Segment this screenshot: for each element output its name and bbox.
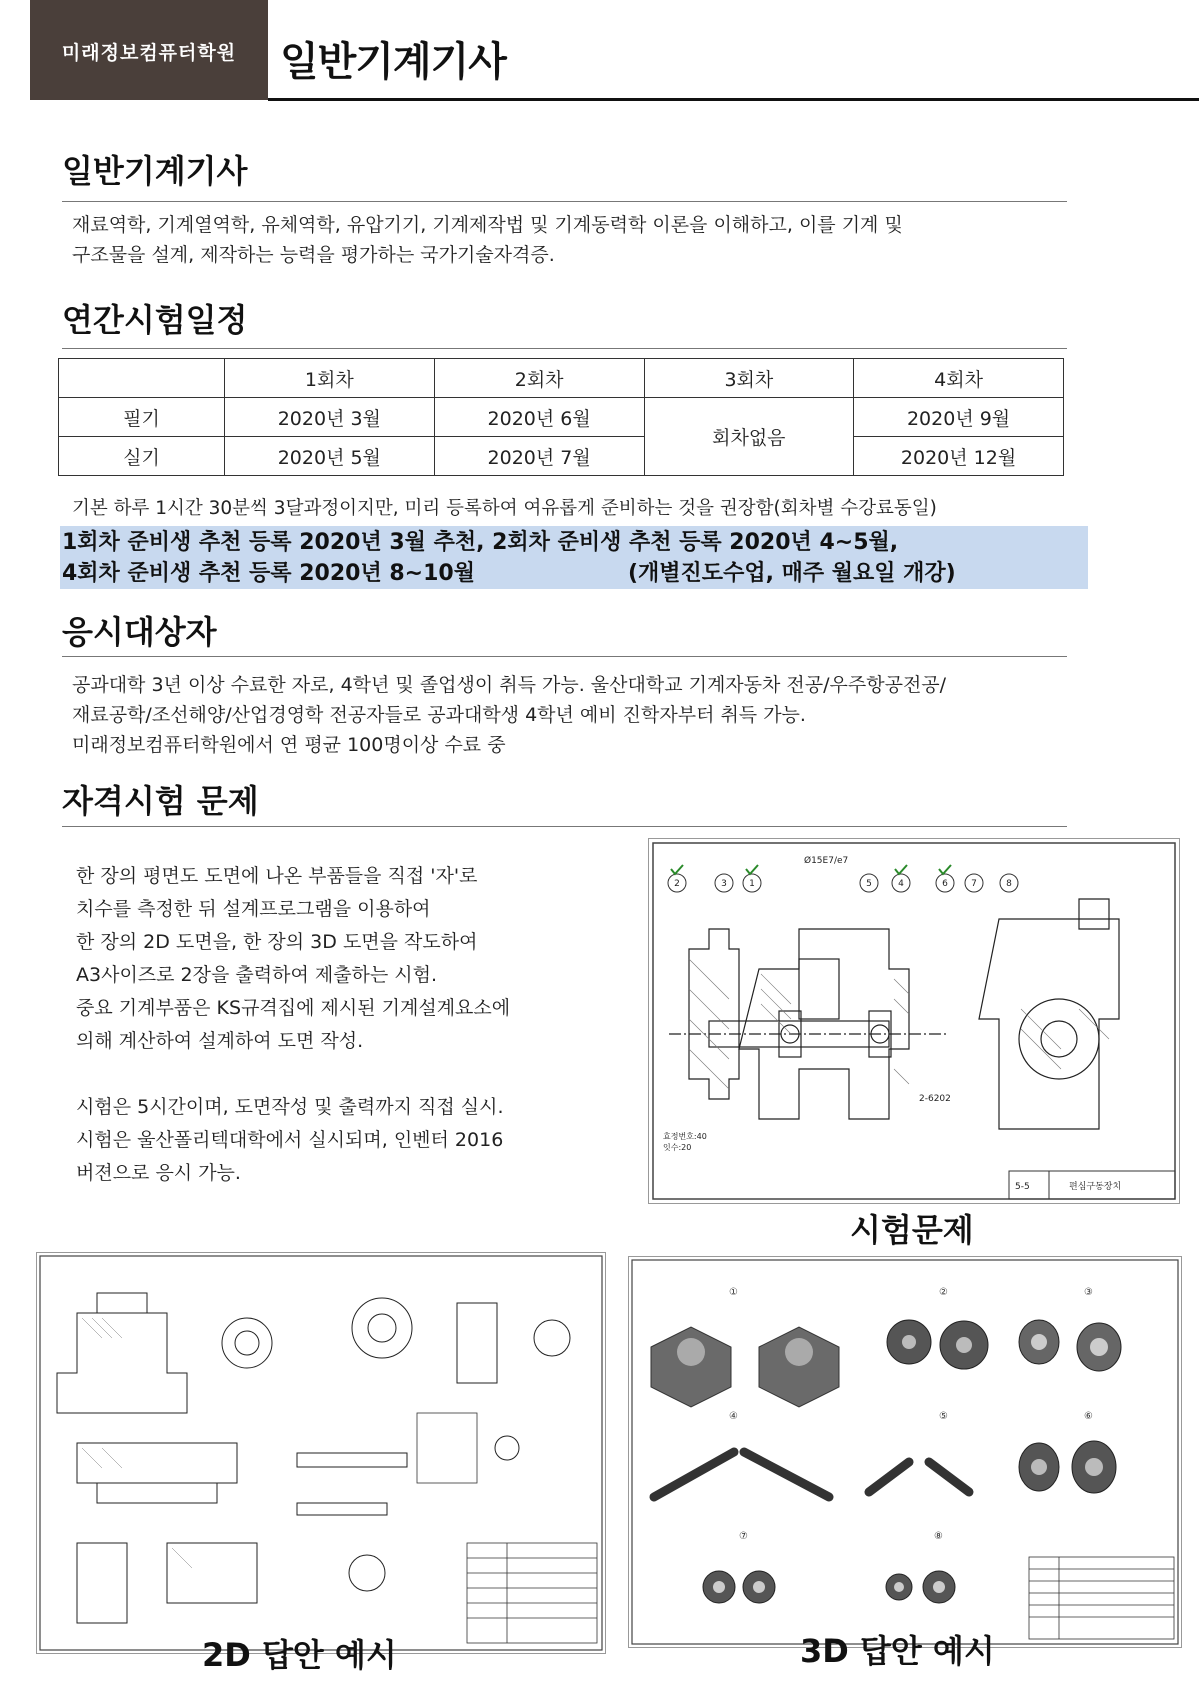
balloon-label: 7	[971, 879, 977, 889]
balloon-label: 8	[1006, 879, 1012, 889]
eligibility-line: 공과대학 3년 이상 수료한 자로, 4학년 및 졸업생이 취득 가능. 울산대학교 기계자동차 전공/우주항공전공/	[72, 674, 947, 696]
eligibility-line: 미래정보컴퓨터학원에서 연 평균 100명이상 수료 중	[72, 734, 506, 756]
balloon-label: 3	[721, 879, 727, 889]
exam-line-spacer	[76, 1058, 636, 1091]
section-rule	[62, 201, 1067, 202]
schedule-note: 기본 하루 1시간 30분씩 3달과정이지만, 미리 등록하여 여유롭게 준비하는 것을 권장함(회차별 수강료동일)	[72, 498, 937, 519]
drawing-note: 잇수:20	[663, 1143, 692, 1152]
section-rule	[62, 826, 1067, 827]
drawing-note: 효정번호:40	[663, 1132, 707, 1141]
highlight-line-note: (개별진도수업, 매주 월요일 개강)	[628, 561, 956, 586]
answer-3d-svg	[629, 1257, 1181, 1647]
part-number: ⑦	[739, 1531, 748, 1542]
highlight-line: 4회차 준비생 추천 등록 2020년 8~10월	[62, 561, 475, 586]
answer-3d-caption: 3D 답안 예시	[800, 1632, 995, 1670]
balloon-label: 1	[749, 879, 755, 889]
balloon-label: 6	[942, 879, 948, 889]
balloon-label: 4	[898, 879, 904, 889]
exam-line: A3사이즈로 2장을 출력하여 제출하는 시험.	[76, 964, 438, 986]
intro-line: 구조물을 설계, 제작하는 능력을 평가하는 국가기술자격증.	[72, 244, 555, 266]
schedule-table	[58, 358, 1064, 476]
exam-line: 치수를 측정한 뒤 설계프로그램을 이용하여	[76, 898, 431, 920]
table-cell-merged: 회차없음	[644, 398, 854, 476]
table-row	[59, 437, 1064, 476]
table-cell: 2020년 9월	[854, 398, 1064, 437]
part-number: ⑤	[939, 1411, 948, 1422]
table-cell: 2020년 12월	[854, 437, 1064, 476]
table-row	[59, 398, 1064, 437]
row-label-written: 필기	[59, 398, 225, 437]
dimension-label: Ø15E7/e7	[804, 856, 849, 866]
intro-line: 재료역학, 기계열역학, 유체역학, 유압기기, 기계제작법 및 기계동력학 이론을 이해하고, 이를 기계 및	[72, 214, 903, 236]
section-title-eligibility: 응시대상자	[62, 613, 217, 651]
exam-line: 시험은 울산폴리텍대학에서 실시되며, 인벤터 2016	[76, 1129, 504, 1151]
section-rule	[62, 348, 1067, 349]
balloon-label: 2	[674, 879, 680, 889]
row-label-practical: 실기	[59, 437, 225, 476]
answer-2d-figure	[36, 1252, 606, 1654]
bearing-label: 2-6202	[919, 1094, 951, 1104]
table-header-cell: 1회차	[224, 359, 434, 398]
exam-line: 한 장의 2D 도면을, 한 장의 3D 도면을 작도하여	[76, 931, 478, 953]
table-header-row	[59, 359, 1064, 398]
title-block-name: 편심구동장치	[1069, 1182, 1122, 1192]
table-header-cell	[59, 359, 225, 398]
answer-2d-svg	[37, 1253, 605, 1653]
answer-3d-figure	[628, 1256, 1182, 1648]
exam-line: 시험은 5시간이며, 도면작성 및 출력까지 직접 실시.	[76, 1096, 504, 1118]
exam-description	[76, 860, 636, 1190]
highlight-line: 1회차 준비생 추천 등록 2020년 3월 추천, 2회차 준비생 추천 등록 2020년 4~5월,	[62, 530, 899, 555]
answer-2d-caption: 2D 답안 예시	[202, 1636, 397, 1674]
table-header-cell: 4회차	[854, 359, 1064, 398]
part-number: ②	[939, 1287, 948, 1298]
section-title-intro: 일반기계기사	[62, 152, 248, 190]
exam-caption: 시험문제	[850, 1211, 974, 1249]
eligibility-text	[72, 670, 1152, 760]
part-number: ③	[1084, 1287, 1093, 1298]
exam-line: 의해 계산하여 설계하여 도면 작성.	[76, 1030, 364, 1052]
balloon-label: 5	[866, 879, 872, 889]
section-rule	[62, 656, 1067, 657]
table-cell: 2020년 6월	[434, 398, 644, 437]
part-number: ①	[729, 1287, 738, 1298]
exam-line: 버젼으로 응시 가능.	[76, 1162, 241, 1184]
table-cell: 2020년 5월	[224, 437, 434, 476]
table-header-cell: 2회차	[434, 359, 644, 398]
intro-text	[72, 210, 1122, 270]
exam-line: 한 장의 평면도 도면에 나온 부품들을 직접 '자'로	[76, 865, 478, 887]
table-header-cell: 3회차	[644, 359, 854, 398]
academy-name: 미래정보컴퓨터학원	[61, 42, 237, 64]
part-number: ④	[729, 1411, 738, 1422]
eligibility-line: 재료공학/조선해양/산업경영학 전공자들로 공과대학생 4학년 예비 진학자부터 취득 가능.	[72, 704, 806, 726]
exam-line: 중요 기계부품은 KS규격집에 제시된 기계설계요소에	[76, 997, 511, 1019]
table-cell: 2020년 3월	[224, 398, 434, 437]
section-title-exam: 자격시험 문제	[62, 782, 259, 820]
title-block-number: 5-5	[1015, 1182, 1030, 1192]
document-title: 일반기계기사	[280, 39, 506, 85]
exam-drawing-svg	[649, 839, 1179, 1203]
header-rule	[268, 98, 1199, 101]
part-number: ⑥	[1084, 1411, 1093, 1422]
table-cell: 2020년 7월	[434, 437, 644, 476]
section-title-schedule: 연간시험일정	[62, 301, 248, 339]
exam-drawing-figure	[648, 838, 1180, 1204]
part-number: ⑧	[934, 1531, 943, 1542]
